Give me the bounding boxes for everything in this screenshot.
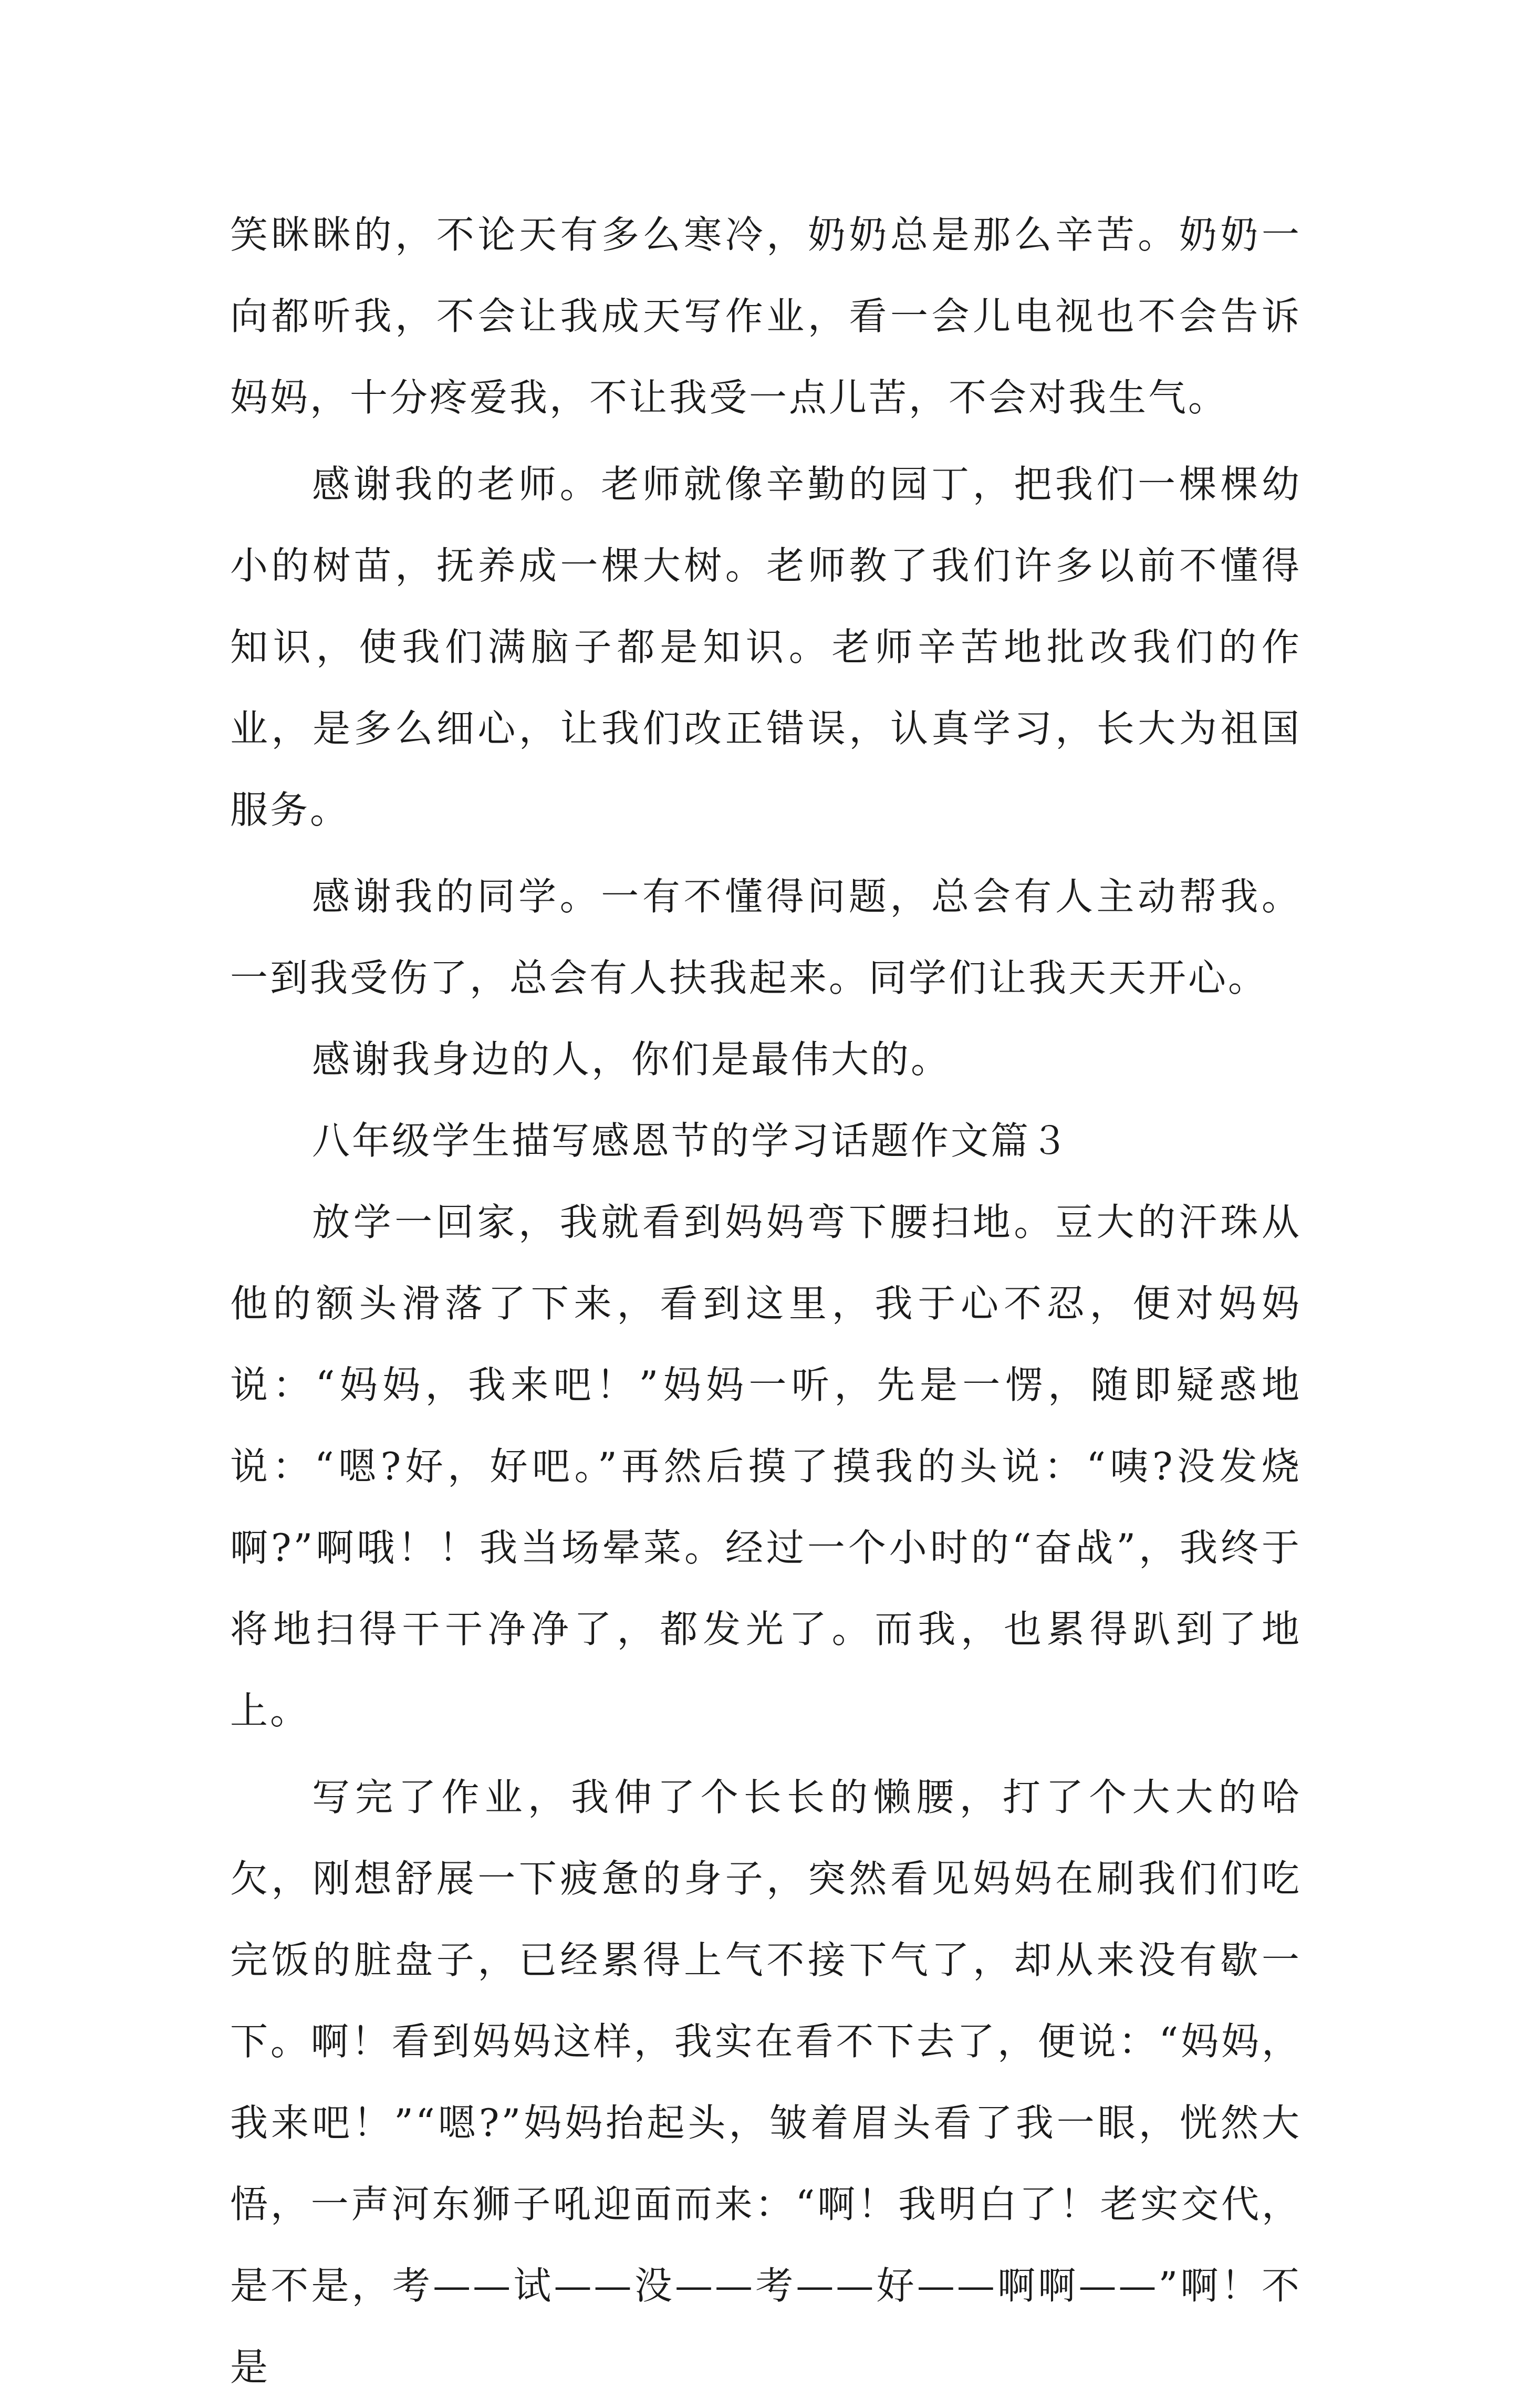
document-body (230, 194, 1302, 2408)
paragraph-1: 笑眯眯的，不论天有多么寒冷，奶奶总是那么辛苦。奶奶一向都听我，不会让我成天写作业，看一会儿电视也不会告诉妈妈，十分疼爱我，不让我受一点儿苦，不会对我生气。 (230, 213, 1302, 420)
paragraph-3: 感谢我的同学。一有不懂得问题，总会有人主动帮我。一到我受伤了，总会有人扶我起来。同学们让我天天开心。 (230, 874, 1302, 1000)
paragraph-4: 感谢我身边的人，你们是最伟大的。 (312, 1037, 951, 1081)
section-heading: 八年级学生描写感恩节的学习话题作文篇３ (312, 1119, 1071, 1163)
paragraph-6: 写完了作业，我伸了个长长的懒腰，打了个大大的哈欠，刚想舒展一下疲惫的身子，突然看见妈妈在刷我们们吃完饭的脏盘子，已经累得上气不接下气了，却从来没有歇一下。啊！看到妈妈这样，我实在看不下去了，便说：“妈妈，我来吧！”“嗯?”妈妈抬起头，皱着眉头看了我一眼，恍然大悟，一声河东狮子吼迎面而来：“啊！我明白了！老实交代，是不是，考——试——没——考——好——啊啊——”啊！不是 (230, 1775, 1302, 2389)
paragraph-5: 放学一回家，我就看到妈妈弯下腰扫地。豆大的汗珠从他的额头滑落了下来，看到这里，我于心不忍，便对妈妈说：“妈妈，我来吧！”妈妈一听，先是一愣，随即疑惑地说：“嗯?好，好吧。”再然后摸了摸我的头说：“咦?没发烧啊?”啊哦！！我当场晕菜。经过一个小时的“奋战”，我终于将地扫得干干净净了，都发光了。而我，也累得趴到了地上。 (230, 1200, 1302, 1733)
paragraph-2: 感谢我的老师。老师就像辛勤的园丁，把我们一棵棵幼小的树苗，抚养成一棵大树。老师教了我们许多以前不懂得知识，使我们满脑子都是知识。老师辛苦地批改我们的作业，是多么细心，让我们改正错误，认真学习，长大为祖国服务。 (230, 462, 1302, 832)
